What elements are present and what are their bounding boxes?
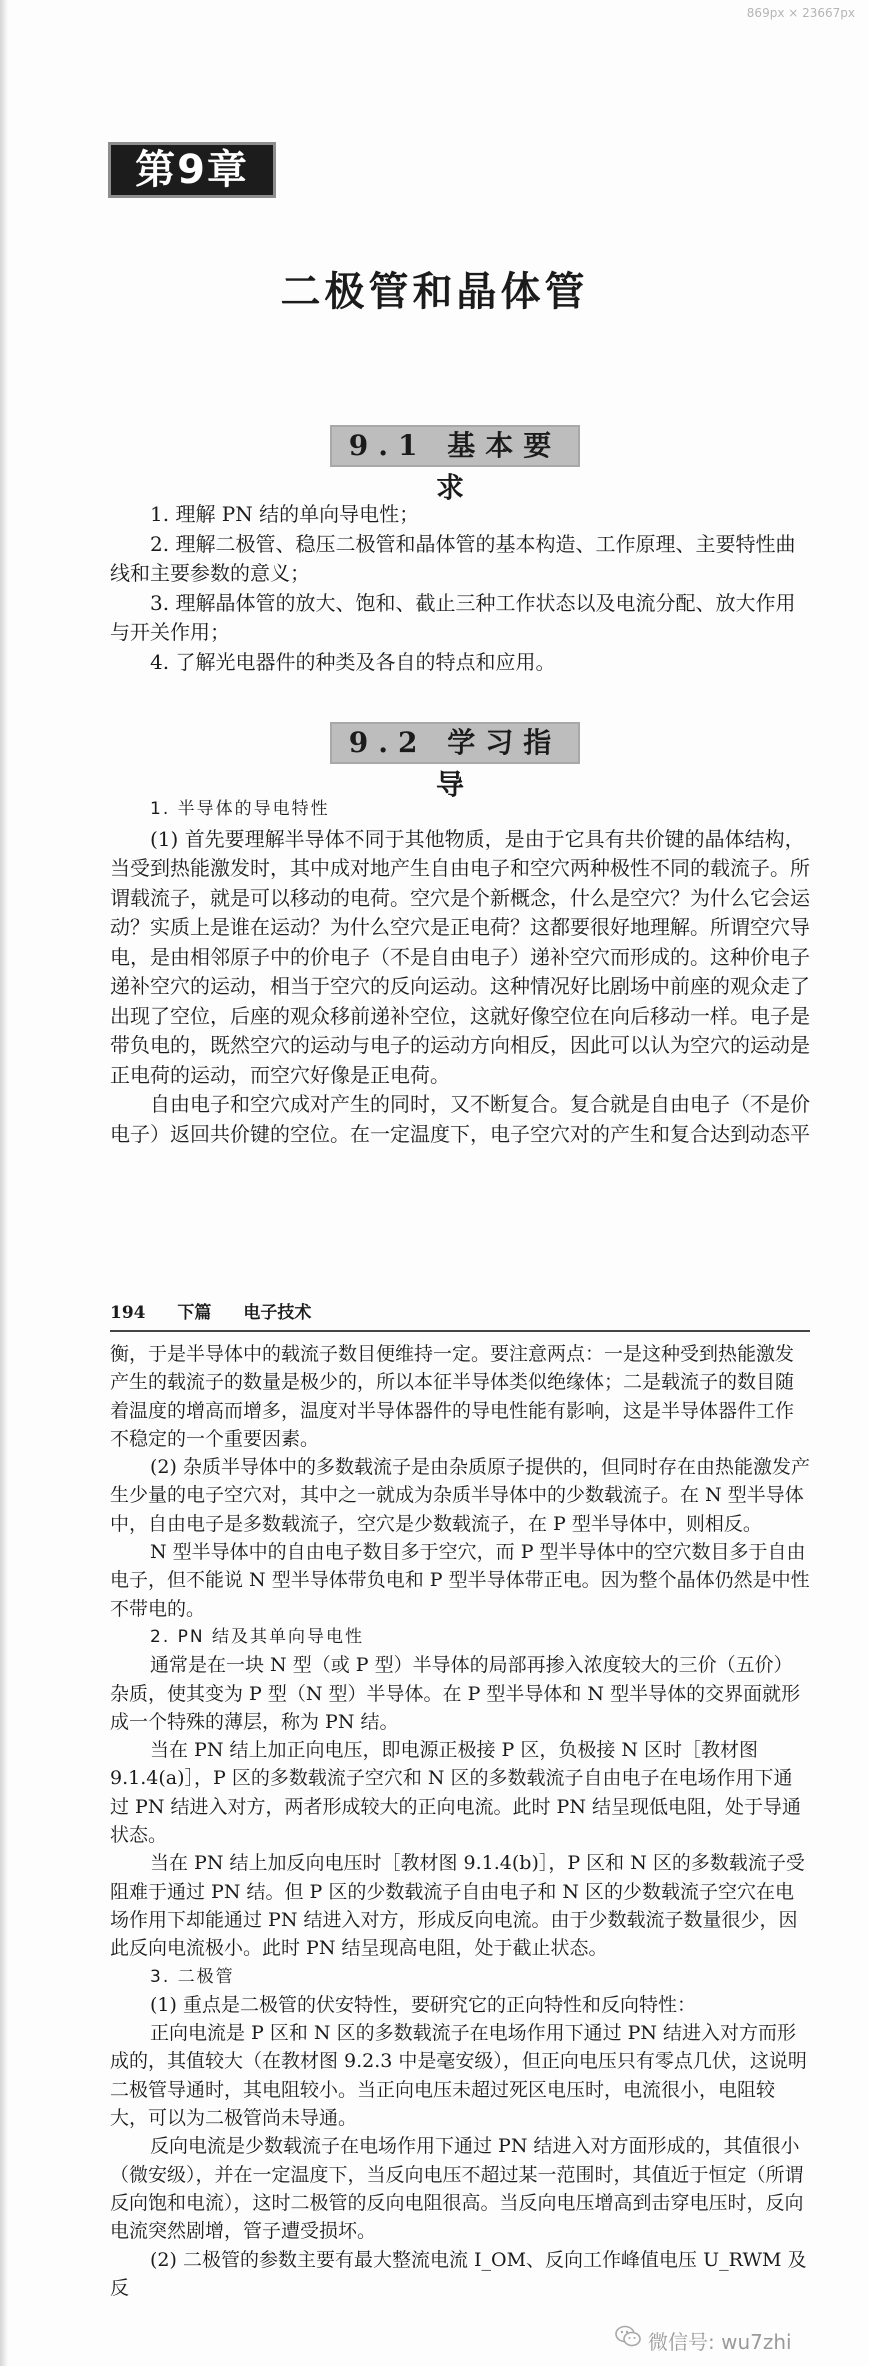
paragraph: 正向电流是 P 区和 N 区的多数载流子在电场作用下通过 PN 结进入对方而形成的，其值较大（在教材图 9.2.3 中是毫安级），但正向电压只有零点几伏，这说明二极管导通时，其电阻较小。当正向电压未超过死区电压时，电流很小，电阻较大，可以为二极管尚未导通。 bbox=[110, 2022, 807, 2130]
section-banner-study-guide: 9.2 学习指导 bbox=[330, 722, 580, 764]
chapter-badge: 第9章 bbox=[108, 142, 276, 198]
paragraph: (2) 杂质半导体中的多数载流子是由杂质原子提供的，但同时存在由热能激发产生少量的电子空穴对，其中之一就成为杂质半导体中的少数载流子。在 N 型半导体中，自由电子是多数载流子，空穴是少数载流子，在 P 型半导体中，则相反。 bbox=[110, 1456, 810, 1535]
paragraph: 当在 PN 结上加反向电压时［教材图 9.1.4(b)］，P 区和 N 区的多数载流子受阻难于通过 PN 结。但 P 区的少数载流子自由电子和 N 区的少数载流子空穴在电场作用下却能通过 PN 结进入对方，形成反向电流。由于少数载流子数量很少，因此反向电流极小。此时 PN 结呈现高电阻，处于截止状态。 bbox=[110, 1852, 805, 1960]
page-194-text bbox=[110, 1340, 810, 2302]
study-guide-text bbox=[110, 795, 810, 1149]
subheading-pn-junction: 2. PN 结及其单向导电性 bbox=[150, 1626, 364, 1647]
paragraph: (1) 重点是二极管的伏安特性，要研究它的正向特性和反向特性： bbox=[150, 1993, 696, 2016]
paragraph: (2) 二极管的参数主要有最大整流电流 I_OM、反向工作峰值电压 U_RWM 及反 bbox=[110, 2248, 807, 2299]
requirement-item: 1. 理解 PN 结的单向导电性； bbox=[150, 502, 420, 526]
page-part: 下篇 bbox=[177, 1303, 212, 1323]
requirement-item: 4. 了解光电器件的种类及各自的特点和应用。 bbox=[150, 649, 556, 674]
paragraph: 衡，于是半导体中的载流子数目便维持一定。要注意两点：一是这种受到热能激发产生的载流子的数量是极少的，所以本征半导体类似绝缘体；二是载流子的数目随着温度的增高而增多，温度对半导体器件的导电性能有影响，这是半导体器件工作不稳定的一个重要因素。 bbox=[110, 1343, 795, 1450]
requirement-item: 2. 理解二极管、稳压二极管和晶体管的基本构造、工作原理、主要特性曲线和主要参数的意义； bbox=[110, 531, 796, 585]
page-number: 194 bbox=[110, 1303, 146, 1323]
paragraph: (1) 首先要理解半导体不同于其他物质，是由于它具有共价键的晶体结构，当受到热能激发时，其中成对地产生自由电子和空穴两种极性不同的载流子。所谓载流子，就是可以移动的电荷。空穴是个新概念，什么是空穴？为什么它会运动？实质上是谁在运动？为什么空穴是正电荷？这都要很好地理解。所谓空穴导电，是由相邻原子中的价电子（不是自由电子）递补空穴而形成的。这种价电子递补空穴的运动，相当于空穴的反向运动。这种情况好比剧场中前座的观众走了出现了空位，后座的观众移前递补空位，这就好像空位在向后移动一样。电子是带负电的，既然空穴的运动与电子的运动方向相反，因此可以认为空穴的运动是正电荷的运动，而空穴好像是正电荷。 bbox=[110, 826, 810, 1087]
paragraph: 反向电流是少数载流子在电场作用下通过 PN 结进入对方面形成的，其值很小（微安级），并在一定温度下，当反向电压不超过某一范围时，其值近于恒定（所谓反向饱和电流），这时二极管的反向电阻很高。当反向电压增高到击穿电压时，反向电流突然剧增，管子遭受损坏。 bbox=[110, 2135, 804, 2243]
wechat-icon bbox=[614, 2322, 642, 2350]
paragraph: 当在 PN 结上加正向电压，即电源正极接 P 区，负极接 N 区时［教材图 9.1.4(a)］，P 区的多数载流子空穴和 N 区的多数载流子自由电子在电场作用下通过 PN 结进入对方，两者形成较大的正向电流。此时 PN 结呈现低电阻，处于导通状态。 bbox=[110, 1739, 801, 1847]
paragraph: N 型半导体中的自由电子数目多于空穴，而 P 型半导体中的空穴数目多于自由电子，但不能说 N 型半导体带负电和 P 型半导体带正电。因为整个晶体仍然是中性不带电的。 bbox=[110, 1541, 810, 1620]
watermark-text: 微信号: wu7zhi bbox=[648, 2330, 792, 2354]
subheading-semiconductor: 1. 半导体的导电特性 bbox=[150, 799, 330, 819]
paragraph: 自由电子和空穴成对产生的同时，又不断复合。复合就是自由电子（不是价电子）返回共价键的空位。在一定温度下，电子空穴对的产生和复合达到动态平 bbox=[110, 1092, 810, 1146]
image-size-label: 869px × 23667px bbox=[746, 6, 855, 20]
paragraph: 通常是在一块 N 型（或 P 型）半导体的局部再掺入浓度较大的三价（五价）杂质，使其变为 P 型（N 型）半导体。在 P 型半导体和 N 型半导体的交界面就形成一个特殊的薄层，称为 PN 结。 bbox=[110, 1654, 801, 1733]
requirements-list bbox=[110, 500, 810, 677]
chapter-title: 二极管和晶体管 bbox=[280, 268, 589, 315]
page-subject: 电子技术 bbox=[243, 1303, 312, 1323]
section-banner-basic-requirements: 9.1 基本要求 bbox=[330, 425, 580, 467]
requirement-item: 3. 理解晶体管的放大、饱和、截止三种工作状态以及电流分配、放大作用与开关作用； bbox=[110, 590, 796, 644]
page-edge-shadow bbox=[0, 0, 8, 2366]
subheading-diode: 3. 二极管 bbox=[150, 1966, 235, 1987]
header-rule bbox=[110, 1330, 810, 1332]
page-header bbox=[110, 1298, 800, 1326]
